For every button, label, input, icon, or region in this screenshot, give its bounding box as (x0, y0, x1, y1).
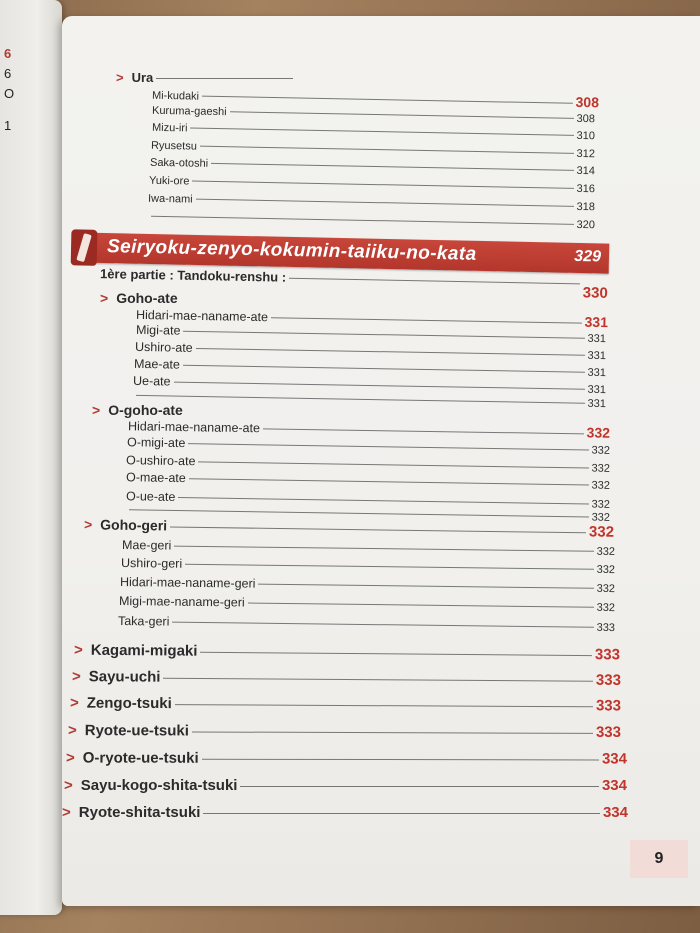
toc-heading-entry[interactable]: > Kagami-migaki 333 (73, 641, 621, 664)
dot-leader (192, 181, 573, 189)
dot-leader (289, 278, 580, 285)
dot-leader (190, 127, 573, 135)
toc-item[interactable]: Hidari-mae-naname-geri 332 (119, 574, 616, 596)
toc-heading-ura[interactable] (116, 70, 296, 85)
chevron-right-icon: > (116, 70, 124, 85)
chevron-right-icon: > (65, 749, 75, 767)
left-page-fragment: 6 (4, 46, 12, 61)
toc-item[interactable]: Hidari-mae-naname-ate 331 (135, 307, 609, 331)
dot-leader (240, 786, 599, 787)
chevron-right-icon: > (69, 694, 79, 712)
dot-leader (202, 96, 573, 104)
dot-leader (170, 527, 586, 534)
part-label: 1ère partie : Tandoku-renshu : (99, 266, 287, 285)
toc-item[interactable]: Kuruma-gaeshi 308 (151, 104, 596, 126)
toc-item[interactable]: O-ushiro-ate 332 (125, 453, 611, 475)
previous-page-edge (0, 0, 62, 915)
toc-item[interactable]: Hidari-mae-naname-ate 332 (127, 419, 611, 441)
toc-item[interactable]: Migi-mae-naname-geri 332 (118, 593, 616, 615)
dot-leader (263, 428, 584, 434)
dot-leader (200, 146, 574, 154)
chevron-right-icon: > (62, 804, 71, 821)
toc-heading-entry[interactable]: > Zengo-tsuki 333 (69, 694, 622, 715)
dot-leader (174, 546, 593, 552)
left-page-fragment: 1 (4, 118, 12, 133)
dot-leader (185, 564, 593, 570)
toc-heading-entry[interactable]: > Ryote-ue-tsuki 333 (67, 722, 622, 741)
toc-item[interactable]: Taka-geri 333 (117, 613, 616, 635)
dot-leader (178, 497, 588, 504)
dot-leader (202, 759, 599, 761)
toc-item[interactable]: O-ue-ate 332 (125, 489, 611, 511)
dot-leader (156, 78, 293, 79)
left-page-fragment: 6 (4, 66, 12, 81)
toc-item[interactable]: Mizu-iri 310 (151, 121, 596, 143)
dot-leader (192, 731, 593, 733)
dot-leader (198, 461, 588, 468)
toc-heading-label: Ura (131, 70, 154, 85)
toc-item[interactable]: Yuki-ore 316 (148, 174, 596, 196)
chevron-right-icon: > (67, 722, 77, 740)
toc-heading-entry[interactable]: > Sayu-uchi 333 (71, 668, 622, 689)
chevron-right-icon: > (71, 668, 81, 686)
dot-leader (248, 603, 594, 608)
toc-item[interactable]: Mae-geri 332 (121, 537, 616, 559)
toc-item[interactable]: O-migi-ate 332 (126, 435, 611, 457)
chevron-right-icon: > (73, 641, 83, 659)
dot-leader (163, 678, 593, 682)
toc-heading-entry[interactable]: > Ryote-shita-tsuki 334 (62, 804, 628, 821)
toc-part-heading[interactable]: 1ère partie : Tandoku-renshu : 330 (99, 266, 608, 302)
toc-heading-goho-geri[interactable]: > Goho-geri 332 (83, 516, 615, 541)
dot-leader (258, 584, 593, 589)
dot-leader (203, 813, 600, 814)
dot-leader (200, 652, 591, 656)
toc-item[interactable]: 320 (148, 211, 595, 232)
dot-leader (189, 478, 589, 485)
chevron-right-icon: > (64, 777, 73, 794)
dot-leader (174, 382, 585, 390)
dot-leader (183, 365, 585, 373)
chapter-page-number: 329 (574, 247, 602, 266)
brush-stroke-icon (71, 229, 98, 266)
toc-item[interactable]: Saka-otoshi 314 (149, 156, 596, 178)
dot-leader (196, 348, 585, 356)
toc-heading-entry[interactable]: > Sayu-kogo-shita-tsuki 334 (64, 777, 627, 794)
toc-item[interactable]: Ue-ate 331 (132, 373, 607, 397)
chevron-right-icon: > (100, 290, 109, 306)
toc-heading-goho-ate[interactable]: > Goho-ate (100, 290, 178, 306)
chevron-right-icon: > (92, 402, 101, 418)
chevron-right-icon: > (83, 516, 93, 533)
toc-heading-o-goho-ate[interactable]: > O-goho-ate (92, 402, 183, 418)
toc-item[interactable]: O-mae-ate 332 (125, 470, 611, 492)
toc-item[interactable]: Ushiro-geri 332 (120, 555, 616, 577)
dot-leader (151, 216, 574, 225)
dot-leader (172, 622, 593, 628)
toc-item[interactable]: 332 (126, 504, 610, 524)
dot-leader (183, 331, 584, 339)
dot-leader (230, 111, 574, 119)
toc-item[interactable]: Ushiro-ate 331 (134, 339, 607, 363)
toc-item[interactable]: 331 (133, 390, 606, 410)
left-page-fragment: O (4, 86, 15, 101)
dot-leader (196, 199, 574, 207)
page-number-tab (630, 840, 688, 878)
dot-leader (188, 443, 588, 450)
dot-leader (271, 317, 582, 323)
toc-item[interactable]: Iwa-nami 318 (147, 192, 596, 214)
toc-item[interactable]: Mae-ate 331 (133, 356, 607, 380)
chapter-title: Seiryoku-zenyo-kokumin-taiiku-no-kata (106, 236, 477, 265)
page-number: 9 (654, 850, 664, 867)
dot-leader (129, 509, 589, 517)
toc-item[interactable]: Mi-kudaki 308 (151, 89, 600, 111)
dot-leader (211, 163, 573, 171)
toc-item[interactable]: Ryusetsu 312 (150, 139, 596, 161)
toc-item[interactable]: Migi-ate 331 (135, 322, 607, 346)
dot-leader (175, 704, 593, 707)
toc-heading-entry[interactable]: > O-ryote-ue-tsuki 334 (65, 749, 628, 768)
